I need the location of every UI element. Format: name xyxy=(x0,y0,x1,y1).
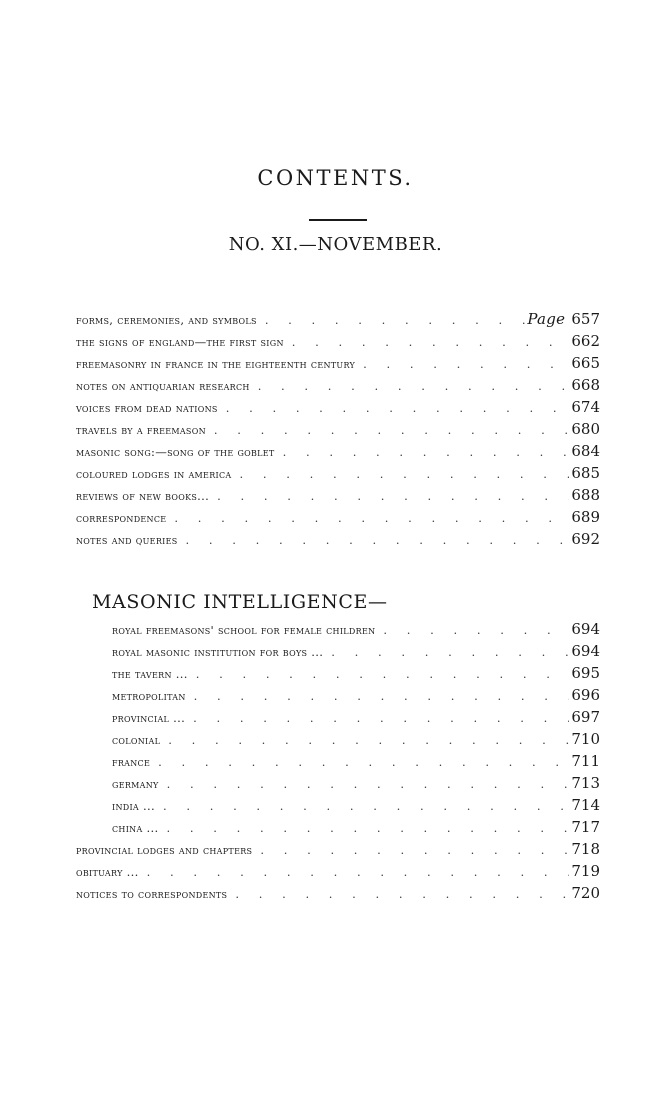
toc-entry xyxy=(76,354,600,376)
leader-dots xyxy=(283,445,570,459)
leader-dots xyxy=(258,379,570,393)
toc-entry xyxy=(76,884,600,906)
toc-entry-page: 674 xyxy=(571,398,600,416)
toc-entry xyxy=(76,420,600,442)
toc-entry xyxy=(76,442,600,464)
toc-entry-page: 692 xyxy=(571,530,600,548)
toc-entry-label: notes on antiquarian research xyxy=(76,379,250,393)
toc-entry-page: 668 xyxy=(571,376,600,394)
toc-subentry-page: 711 xyxy=(571,752,600,770)
page-prefix: Page xyxy=(527,310,566,328)
leader-dots xyxy=(217,489,569,503)
toc-subentry-label: royal masonic institution for boys ... xyxy=(112,645,324,659)
toc-entry xyxy=(76,486,600,508)
toc-subentry-page: 697 xyxy=(571,708,600,726)
leader-dots xyxy=(168,733,569,747)
issue-heading: NO. XI.—NOVEMBER. xyxy=(228,234,443,255)
toc-subentry xyxy=(112,752,600,774)
toc-entry-page: 684 xyxy=(571,442,600,460)
toc-entry-label: freemasonry in france in the eighteenth century xyxy=(76,357,356,371)
leader-dots xyxy=(235,887,569,901)
leader-dots xyxy=(239,467,569,481)
leader-dots xyxy=(174,511,569,525)
toc-entry-page: 685 xyxy=(571,464,600,482)
toc-entry-label: masonic song:—song of the goblet xyxy=(76,445,275,459)
toc-entry-page: 719 xyxy=(571,862,600,880)
toc-subentry-page: 694 xyxy=(571,642,600,660)
toc-entry-label: notes and queries xyxy=(76,533,178,547)
toc-subentry-label: colonial xyxy=(112,733,161,747)
leader-dots xyxy=(166,821,569,835)
toc-subentry-label: germany xyxy=(112,777,159,791)
toc-entry-page: 665 xyxy=(571,354,600,372)
toc-entry-page: 718 xyxy=(571,840,600,858)
toc-subentry-page: 696 xyxy=(571,686,600,704)
leader-dots xyxy=(194,689,570,703)
toc-subentry xyxy=(112,774,600,796)
toc-entry xyxy=(76,332,600,354)
section-heading-masonic-intelligence: MASONIC INTELLIGENCE— xyxy=(92,591,388,613)
toc-subentry xyxy=(112,620,600,642)
leader-dots xyxy=(214,423,569,437)
toc-subentry xyxy=(112,664,600,686)
toc-subentry xyxy=(112,730,600,752)
leader-dots xyxy=(226,401,570,415)
toc-entry xyxy=(76,376,600,398)
toc-subentry-page: 710 xyxy=(571,730,600,748)
toc-subentry-page: 713 xyxy=(571,774,600,792)
leader-dots xyxy=(167,777,570,791)
toc-entry-label: travels by a freemason xyxy=(76,423,206,437)
toc-subentry-label: royal freemasons' school for female children xyxy=(112,623,376,637)
toc-entry-label: notices to correspondents xyxy=(76,887,228,901)
toc-entry-page: 662 xyxy=(571,332,600,350)
toc-subentry xyxy=(112,708,600,730)
toc-entry-page: 680 xyxy=(571,420,600,438)
toc-subentry-label: france xyxy=(112,755,151,769)
leader-dots xyxy=(331,645,569,659)
toc-entry xyxy=(76,840,600,862)
toc-entry xyxy=(76,398,600,420)
toc-entry-label: obituary ... xyxy=(76,865,139,879)
toc-subentry-page: 695 xyxy=(571,664,600,682)
toc-subentry-page: 717 xyxy=(571,818,600,836)
leader-dots xyxy=(193,711,569,725)
toc-subentry-label: metropolitan xyxy=(112,689,186,703)
toc-subentry xyxy=(112,818,600,840)
toc-entry xyxy=(76,464,600,486)
toc-entry-label: reviews of new books... xyxy=(76,489,210,503)
leader-dots xyxy=(292,335,570,349)
toc-entry-label: the signs of england—the first sign xyxy=(76,335,284,349)
toc-entry-label: coloured lodges in america xyxy=(76,467,232,481)
leader-dots xyxy=(186,533,570,547)
toc-entry-page: 689 xyxy=(571,508,600,526)
toc-subentry xyxy=(112,642,600,664)
toc-subentry xyxy=(112,686,600,708)
toc-entry-page: 657 xyxy=(571,310,600,328)
toc-entry-page: 688 xyxy=(571,486,600,504)
leader-dots xyxy=(383,623,569,637)
title-rule xyxy=(309,219,367,221)
leader-dots xyxy=(260,843,569,857)
leader-dots xyxy=(163,799,569,813)
toc-subentry-label: china ... xyxy=(112,821,159,835)
toc-entry xyxy=(76,530,600,552)
leader-dots xyxy=(196,667,570,681)
toc-entry xyxy=(76,508,600,530)
toc-subentry-page: 714 xyxy=(571,796,600,814)
page-title: CONTENTS. xyxy=(257,166,414,190)
toc-subentry-label: the tavern ... xyxy=(112,667,188,681)
toc-entry-page: 720 xyxy=(571,884,600,902)
toc-entry xyxy=(76,310,600,332)
toc-subentry-label: india ... xyxy=(112,799,155,813)
toc-entry xyxy=(76,862,600,884)
leader-dots xyxy=(147,865,570,879)
toc-entry-label: provincial lodges and chapters xyxy=(76,843,253,857)
toc-subentry xyxy=(112,796,600,818)
toc-entry-label: voices from dead nations xyxy=(76,401,218,415)
leader-dots xyxy=(363,357,569,371)
toc-subentry-label: provincial ... xyxy=(112,711,186,725)
toc-entry-label: forms, ceremonies, and symbols xyxy=(76,313,257,327)
toc-subentry-page: 694 xyxy=(571,620,600,638)
leader-dots xyxy=(265,313,526,327)
toc-entry-label: correspondence xyxy=(76,511,167,525)
leader-dots xyxy=(158,755,569,769)
